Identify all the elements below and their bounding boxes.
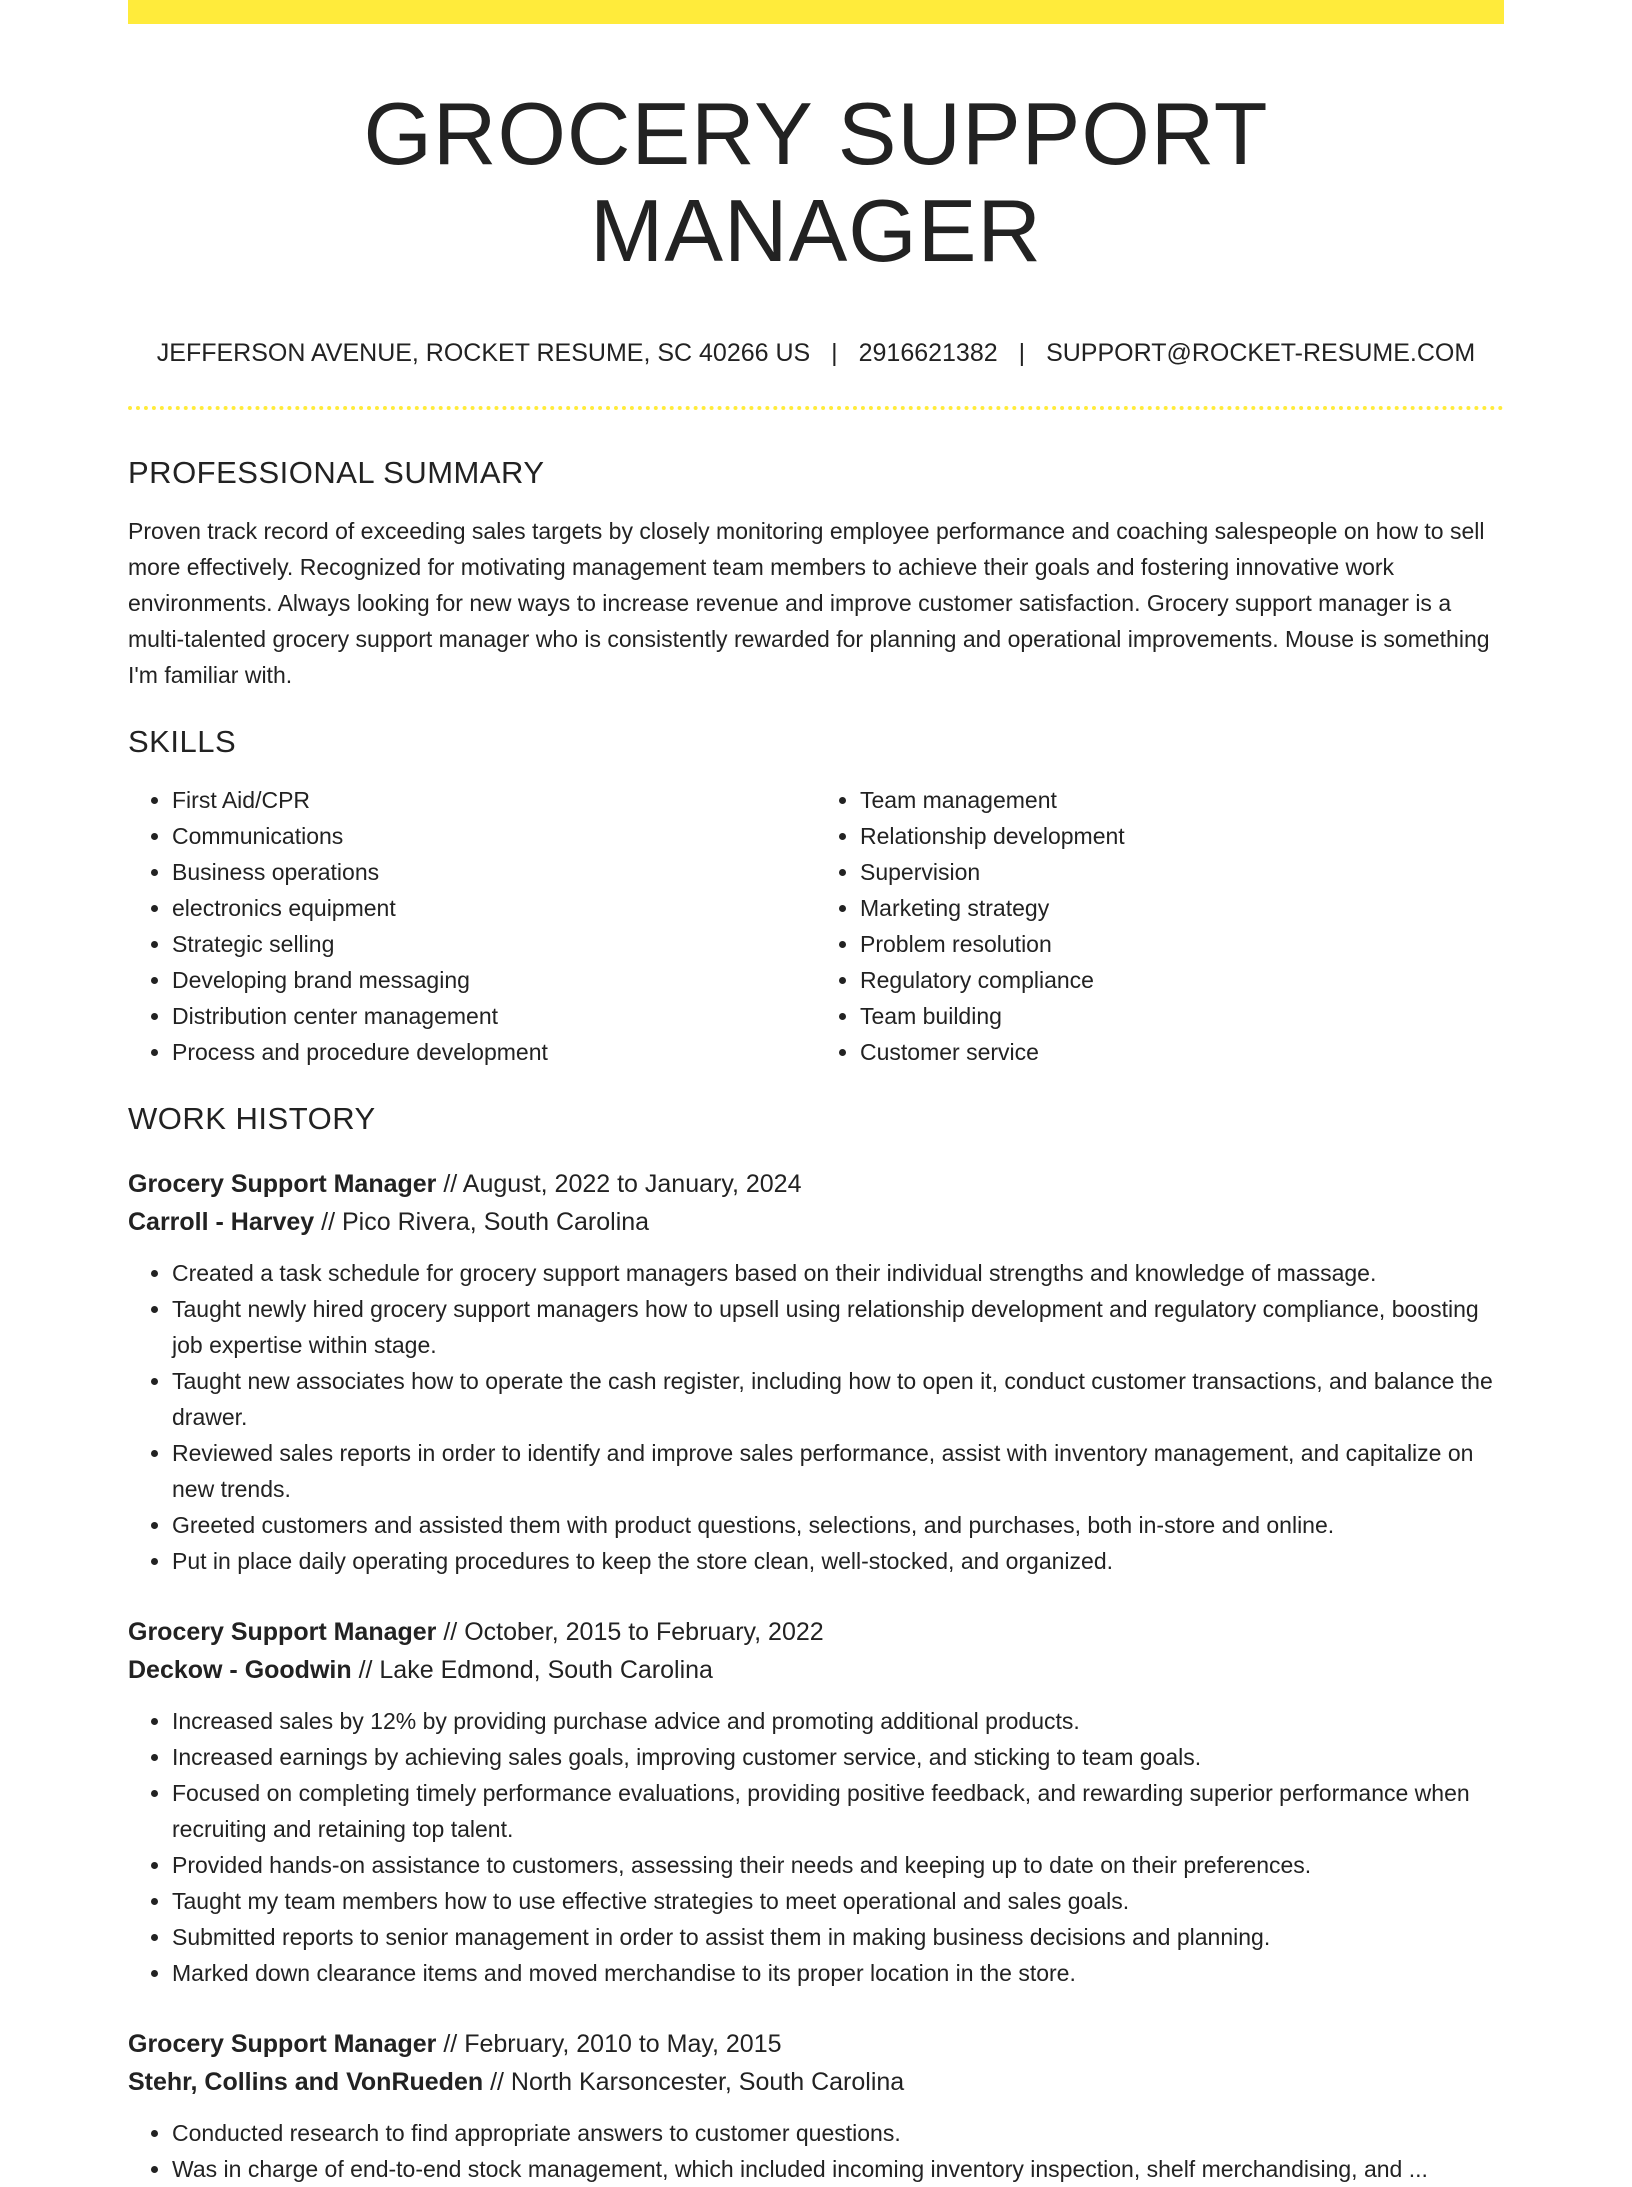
job-bullet: • Increased earnings by achieving sales goals, improving customer service, and sticking to team goals. bbox=[172, 1739, 1504, 1775]
job-location: // Lake Edmond, South Carolina bbox=[351, 1656, 713, 1685]
phone: 2916621382 bbox=[858, 338, 998, 367]
skills-column-left bbox=[128, 782, 816, 1070]
job-title-line bbox=[128, 2025, 1504, 2063]
skills-column-right bbox=[816, 782, 1504, 1070]
skills-heading: SKILLS bbox=[128, 723, 237, 759]
dotted-divider bbox=[128, 406, 1504, 410]
job-company: Stehr, Collins and VonRueden bbox=[128, 2068, 484, 2097]
top-accent-bar bbox=[128, 0, 1504, 24]
job-company-line bbox=[128, 1651, 1504, 1689]
job-bullet: • Increased sales by 12% by providing purchase advice and promoting additional products. bbox=[172, 1703, 1504, 1739]
address: JEFFERSON AVENUE, ROCKET RESUME, SC 40266 US bbox=[156, 338, 811, 367]
job-bullet: • Marked down clearance items and moved merchandise to its proper location in the store. bbox=[172, 1955, 1504, 1991]
job-bullet: • Taught my team members how to use effective strategies to meet operational and sales goals. bbox=[172, 1883, 1504, 1919]
job-role: Grocery Support Manager bbox=[128, 2030, 437, 2059]
job-title-line bbox=[128, 1165, 1504, 1203]
job-bullets bbox=[128, 1255, 1504, 1579]
job-dates: // October, 2015 to February, 2022 bbox=[436, 1618, 824, 1647]
job-company: Carroll - Harvey bbox=[128, 1208, 315, 1237]
contact-separator: | bbox=[831, 338, 838, 367]
skill-item: • Team building bbox=[860, 998, 1504, 1034]
job-company-line bbox=[128, 2063, 1504, 2101]
skill-item: • Supervision bbox=[860, 854, 1504, 890]
job-bullet: • Reviewed sales reports in order to identify and improve sales performance, assist with inventory management, and capitalize on new trends. bbox=[172, 1435, 1504, 1507]
summary-text: Proven track record of exceeding sales targets by closely monitoring employee performance and coaching salespeople on how to sell more effectively. Recognized for motivating management team members to achieve their goals and fostering innovative work environments. Always looking for new ways to increase revenue and improve customer satisfaction. Grocery support manager is a multi-talented grocery support manager who is consistently rewarded for planning and operational improvements. Mouse is something I'm familiar with. bbox=[128, 517, 1490, 688]
resume-page bbox=[128, 0, 1504, 2187]
skill-item: • First Aid/CPR bbox=[172, 782, 816, 818]
job-bullet: • Submitted reports to senior management in order to assist them in making business decisions and planning. bbox=[172, 1919, 1504, 1955]
skill-item: • Customer service bbox=[860, 1034, 1504, 1070]
skill-item: • Communications bbox=[172, 818, 816, 854]
job-company-line bbox=[128, 1203, 1504, 1241]
skill-item: • Business operations bbox=[172, 854, 816, 890]
skill-item: • Strategic selling bbox=[172, 926, 816, 962]
skills-list bbox=[128, 782, 1504, 1070]
skill-item: • Relationship development bbox=[860, 818, 1504, 854]
job-bullet: • Provided hands-on assistance to customers, assessing their needs and keeping up to date on their preferences. bbox=[172, 1847, 1504, 1883]
skill-item: • Marketing strategy bbox=[860, 890, 1504, 926]
job-bullet: • Was in charge of end-to-end stock management, which included incoming inventory inspection, shelf merchandising, and ... bbox=[172, 2151, 1504, 2187]
job-company: Deckow - Goodwin bbox=[128, 1656, 352, 1685]
job-entry bbox=[128, 2025, 1504, 2187]
job-bullet: • Taught new associates how to operate the cash register, including how to open it, conduct customer transactions, and balance the drawer. bbox=[172, 1363, 1504, 1435]
skill-item: • Regulatory compliance bbox=[860, 962, 1504, 998]
job-bullet: • Put in place daily operating procedures to keep the store clean, well-stocked, and organized. bbox=[172, 1543, 1504, 1579]
skill-item: • electronics equipment bbox=[172, 890, 816, 926]
job-bullet: • Conducted research to find appropriate answers to customer questions. bbox=[172, 2115, 1504, 2151]
job-bullets bbox=[128, 1703, 1504, 1991]
job-location: // North Karsoncester, South Carolina bbox=[483, 2068, 905, 2097]
email: SUPPORT@ROCKET-RESUME.COM bbox=[1046, 338, 1476, 367]
job-location: // Pico Rivera, South Carolina bbox=[314, 1208, 650, 1237]
job-bullet: • Created a task schedule for grocery support managers based on their individual strengths and knowledge of massage. bbox=[172, 1255, 1504, 1291]
candidate-name: GROCERY SUPPORT MANAGER bbox=[363, 84, 1269, 280]
job-bullet: • Taught newly hired grocery support managers how to upsell using relationship development and regulatory compliance, boosting job expertise within stage. bbox=[172, 1291, 1504, 1363]
skill-item: • Developing brand messaging bbox=[172, 962, 816, 998]
job-title-line bbox=[128, 1613, 1504, 1651]
job-dates: // February, 2010 to May, 2015 bbox=[436, 2030, 782, 2059]
job-bullets bbox=[128, 2115, 1504, 2187]
skill-item: • Problem resolution bbox=[860, 926, 1504, 962]
contact-separator: | bbox=[1018, 338, 1026, 367]
job-bullet: • Greeted customers and assisted them with product questions, selections, and purchases, both in-store and online. bbox=[172, 1507, 1504, 1543]
skill-item: • Process and procedure development bbox=[172, 1034, 816, 1070]
contact-line bbox=[128, 338, 1504, 368]
job-role: Grocery Support Manager bbox=[128, 1618, 437, 1647]
job-entry bbox=[128, 1613, 1504, 1991]
skill-item: • Team management bbox=[860, 782, 1504, 818]
job-role: Grocery Support Manager bbox=[128, 1170, 437, 1199]
work-history-heading: WORK HISTORY bbox=[128, 1100, 376, 1136]
skill-item: • Distribution center management bbox=[172, 998, 816, 1034]
summary-heading: PROFESSIONAL SUMMARY bbox=[128, 454, 545, 490]
job-entry bbox=[128, 1165, 1504, 1579]
job-dates: // August, 2022 to January, 2024 bbox=[436, 1170, 802, 1199]
job-bullet: • Focused on completing timely performance evaluations, providing positive feedback, and rewarding superior performance when recruiting and retaining top talent. bbox=[172, 1775, 1504, 1847]
